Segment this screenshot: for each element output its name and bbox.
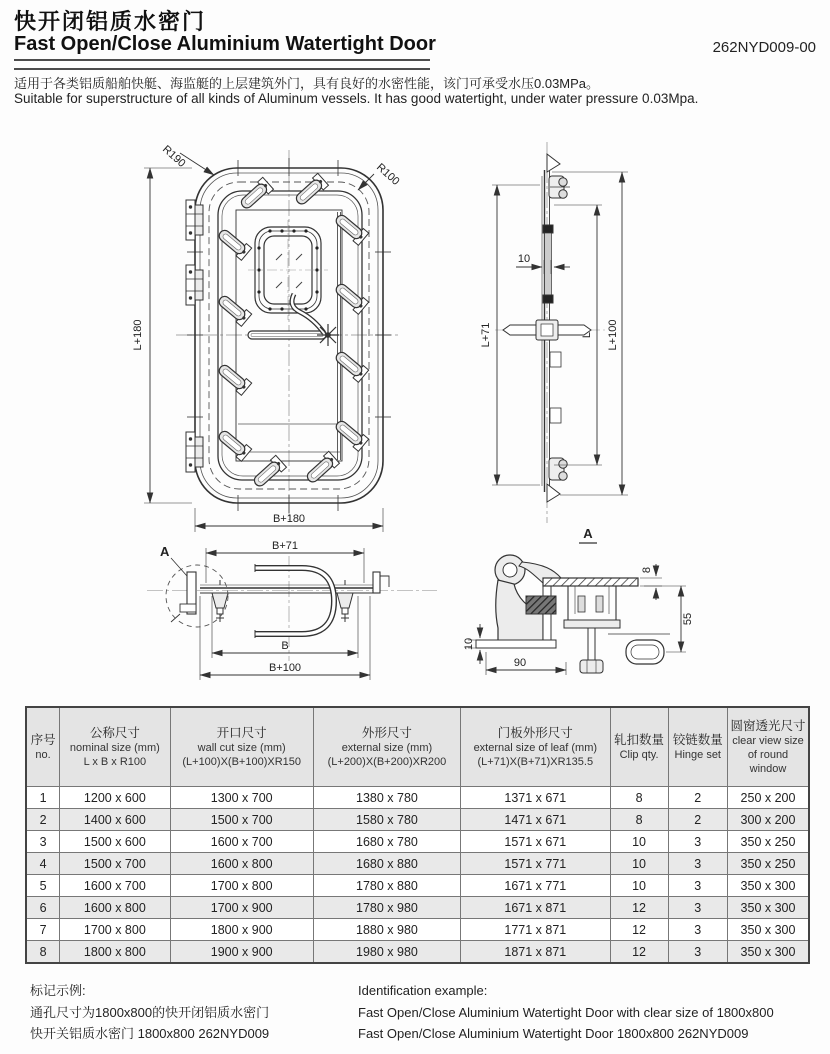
table-cell: 1500 x 700	[60, 853, 170, 875]
table-cell: 1600 x 800	[60, 897, 170, 919]
table-cell: 12	[610, 941, 668, 964]
handle-assembly	[248, 294, 339, 346]
detail-label: A	[583, 526, 593, 541]
table-cell: 5	[26, 875, 60, 897]
column-header-zh: 圆窗透光尺寸	[730, 719, 806, 733]
table-row	[26, 897, 809, 919]
table-cell: 1671 x 771	[461, 875, 611, 897]
table-cell: 1300 x 700	[170, 787, 313, 809]
column-header-en: wall cut size (mm)	[197, 742, 286, 754]
table-cell: 1200 x 600	[60, 787, 170, 809]
table-cell: 1700 x 800	[60, 919, 170, 941]
column-header-en: Clip qty.	[619, 749, 659, 761]
column-header-en: nominal size (mm)	[69, 742, 160, 754]
table-cell: 6	[26, 897, 60, 919]
table-cell: 1980 x 980	[313, 941, 460, 964]
column-header-zh: 轧扣数量	[614, 733, 665, 747]
column-header-zh: 外形尺寸	[361, 726, 412, 740]
table-cell: 1700 x 900	[170, 897, 313, 919]
column-header-en: external size of leaf (mm)	[473, 742, 598, 754]
table-cell: 1780 x 880	[313, 875, 460, 897]
table-cell: 1	[26, 787, 60, 809]
u-handle	[255, 564, 334, 638]
table-cell: 1500 x 600	[60, 831, 170, 853]
table-cell: 350 x 300	[728, 919, 809, 941]
description-zh: 适用于各类铝质船舶快艇、海监艇的上层建筑外门，具有良好的水密性能，该门可承受水压0.03MPa。	[14, 76, 600, 91]
column-header-formula: (L+200)X(B+200)XR200	[327, 756, 447, 768]
identification-label-en: Identification example:	[358, 983, 488, 998]
table-cell: 1671 x 871	[461, 897, 611, 919]
column-header	[313, 707, 460, 787]
column-header	[461, 707, 611, 787]
identification-line2-zh: 快开关铝质水密门 1800x800 262NYD009	[30, 1026, 270, 1041]
column-header	[610, 707, 668, 787]
table-cell: 7	[26, 919, 60, 941]
dim-label: 90	[513, 657, 527, 669]
table-cell: 3	[668, 919, 728, 941]
table-cell: 350 x 250	[728, 831, 809, 853]
table-row	[26, 875, 809, 897]
identification-example-en	[358, 980, 828, 1045]
front-view-drawing	[128, 132, 468, 534]
column-header-en: clear view size of round window	[732, 735, 804, 775]
table-cell: 350 x 300	[728, 941, 809, 964]
column-header-en: external size (mm)	[341, 742, 433, 754]
table-cell: 1371 x 671	[461, 787, 611, 809]
table-cell: 10	[610, 875, 668, 897]
dim-label: B+71	[272, 540, 298, 552]
table-cell: 1600 x 700	[170, 831, 313, 853]
table-cell: 3	[668, 853, 728, 875]
detail-callout-label: A	[160, 544, 170, 559]
table-cell: 12	[610, 919, 668, 941]
column-header-zh: 序号	[30, 733, 56, 747]
description-en: Suitable for superstructure of all kinds of Aluminum vessels. It has good watertight, under water pressure 0.03Mpa.	[14, 91, 699, 106]
table-cell: 1600 x 700	[60, 875, 170, 897]
column-header-zh: 公称尺寸	[89, 726, 140, 740]
column-header-en: no.	[35, 749, 51, 761]
spec-table	[25, 706, 810, 964]
clip-section	[212, 580, 228, 622]
table-cell: 1880 x 980	[313, 919, 460, 941]
table-cell: 1680 x 880	[313, 853, 460, 875]
table-cell: 8	[26, 941, 60, 964]
identification-line1-zh: 通孔尺寸为1800x800的快开闭铝质水密门	[30, 1004, 270, 1020]
table-cell: 2	[668, 809, 728, 831]
table-cell: 1800 x 800	[60, 941, 170, 964]
page-title-zh: 快开闭铝质水密门	[14, 9, 207, 34]
table-cell: 1780 x 980	[313, 897, 460, 919]
table-cell: 2	[668, 787, 728, 809]
detail-callout-leader	[171, 558, 187, 576]
column-header-zh: 铰链数量	[672, 733, 723, 747]
table-cell: 1700 x 800	[170, 875, 313, 897]
column-header-formula: (L+71)X(B+71)XR135.5	[477, 756, 594, 768]
table-header-row	[26, 707, 809, 787]
table-cell: 10	[610, 831, 668, 853]
column-header-en: Hinge set	[674, 749, 721, 761]
table-row	[26, 941, 809, 964]
table-cell: 350 x 300	[728, 897, 809, 919]
plan-view-drawing	[142, 526, 442, 694]
column-header-zh: 开口尺寸	[216, 726, 267, 740]
identification-label-zh: 标记示例:	[30, 983, 86, 998]
dim-label: 8	[641, 566, 653, 574]
drawing-number: 262NYD009-00	[712, 39, 816, 56]
identification-example-zh	[30, 980, 350, 1045]
table-cell: 250 x 200	[728, 787, 809, 809]
dim-label: L+100	[607, 319, 619, 351]
table-cell: 1600 x 800	[170, 853, 313, 875]
column-header-zh: 门板外形尺寸	[497, 726, 573, 740]
table-cell: 1680 x 780	[313, 831, 460, 853]
dim-label: 10	[463, 637, 475, 651]
dim-label: 10	[517, 253, 531, 265]
spec-table-section	[25, 706, 810, 964]
table-row	[26, 809, 809, 831]
table-cell: 4	[26, 853, 60, 875]
table-row	[26, 853, 809, 875]
clip-section	[337, 580, 353, 622]
table-cell: 1580 x 780	[313, 809, 460, 831]
column-header	[728, 707, 809, 787]
table-cell: 1571 x 671	[461, 831, 611, 853]
dim-label: B+100	[268, 662, 302, 674]
table-row	[26, 787, 809, 809]
table-cell: 8	[610, 809, 668, 831]
detail-a-drawing	[448, 512, 703, 697]
table-cell: 3	[26, 831, 60, 853]
dim-label: L+180	[132, 319, 144, 351]
dim-label: 55	[682, 612, 694, 626]
table-cell: 3	[668, 831, 728, 853]
table-cell: 350 x 250	[728, 853, 809, 875]
page-title-en: Fast Open/Close Aluminium Watertight Door	[14, 33, 436, 55]
window	[248, 220, 328, 320]
table-row	[26, 831, 809, 853]
table-cell: 2	[26, 809, 60, 831]
table-cell: 12	[610, 897, 668, 919]
column-header	[668, 707, 728, 787]
door-slab-section	[171, 564, 389, 638]
radius-label: R100	[373, 161, 402, 188]
table-cell: 3	[668, 875, 728, 897]
table-cell: 1571 x 771	[461, 853, 611, 875]
radius-label: R190	[159, 143, 188, 170]
table-row	[26, 919, 809, 941]
dim-label: B	[281, 640, 289, 652]
table-cell: 1800 x 900	[170, 919, 313, 941]
table-cell: 350 x 300	[728, 875, 809, 897]
column-header	[26, 707, 60, 787]
identification-line2-en: Fast Open/Close Aluminium Watertight Door 1800x800 262NYD009	[358, 1026, 749, 1041]
side-view-drawing	[470, 140, 650, 525]
table-cell: 1900 x 900	[170, 941, 313, 964]
column-header-formula: (L+100)X(B+100)XR150	[182, 756, 301, 768]
table-cell: 1471 x 671	[461, 809, 611, 831]
door-edge-profile	[495, 154, 605, 502]
column-header-formula: L x B x R100	[83, 756, 147, 768]
table-cell: 10	[610, 853, 668, 875]
dim-label: B+180	[272, 513, 306, 525]
title-double-rule	[14, 59, 430, 70]
table-cell: 3	[668, 941, 728, 964]
table-cell: 3	[668, 897, 728, 919]
table-cell: 1500 x 700	[170, 809, 313, 831]
identification-line1-en: Fast Open/Close Aluminium Watertight Door with clear size of 1800x800	[358, 1004, 774, 1020]
dim-label: L+71	[480, 322, 492, 348]
table-cell: 1771 x 871	[461, 919, 611, 941]
table-cell: 1400 x 600	[60, 809, 170, 831]
table-cell: 1380 x 780	[313, 787, 460, 809]
column-header	[60, 707, 170, 787]
table-cell: 1871 x 871	[461, 941, 611, 964]
table-cell: 8	[610, 787, 668, 809]
spindle-star	[317, 324, 339, 346]
dim-label: L	[581, 331, 593, 339]
column-header	[170, 707, 313, 787]
table-cell: 300 x 200	[728, 809, 809, 831]
